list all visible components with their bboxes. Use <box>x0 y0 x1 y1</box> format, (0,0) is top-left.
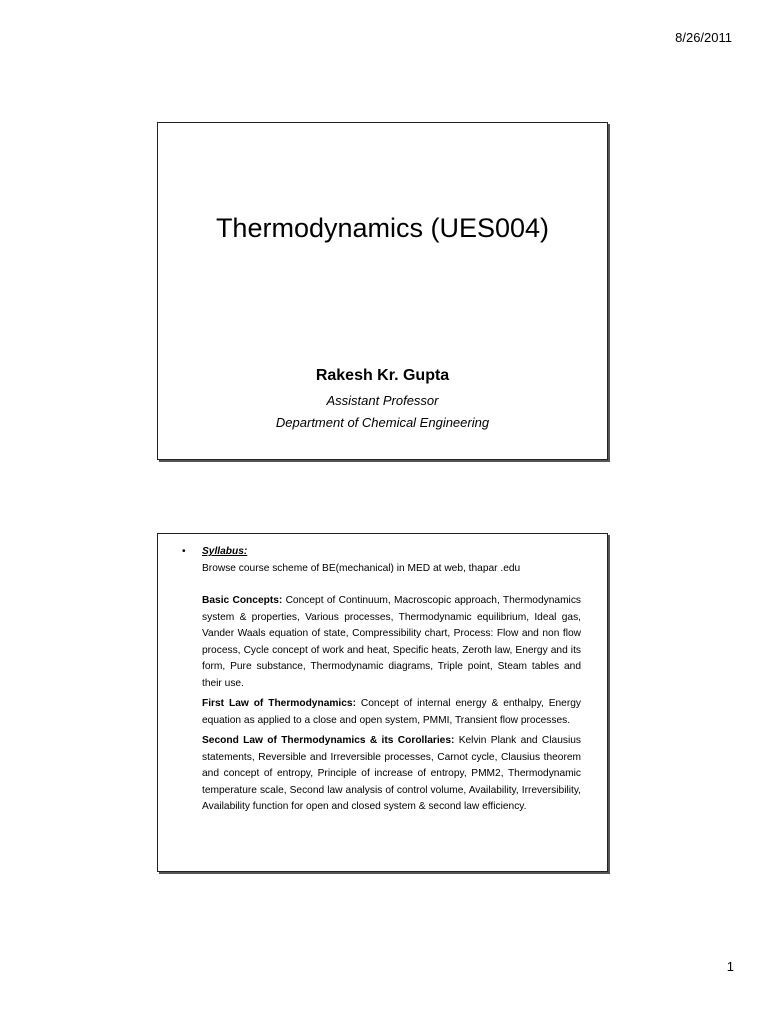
syllabus-heading <box>182 544 581 561</box>
syllabus-content <box>182 544 581 816</box>
page-number: 1 <box>726 959 734 974</box>
author-role: Assistant Professor <box>326 393 439 408</box>
section-heading: Basic Concepts: <box>202 595 286 606</box>
syllabus-slide <box>157 533 608 872</box>
section-heading: First Law of Thermodynamics: <box>202 698 361 709</box>
page-date: 8/26/2011 <box>675 30 732 45</box>
title-slide <box>157 122 608 460</box>
bullet-icon: • <box>182 546 186 557</box>
section-second-law <box>202 733 581 816</box>
section-first-law <box>202 696 581 729</box>
section-body: Concept of Continuum, Macroscopic approach, Thermodynamics system & properties, Various processes, Thermodynamic equilibrium, Ideal gas, Vander Waals equation of state, Compressibility chart, Process: Flow and non flow process, Cycle concept of work and heat, Specific heats, Zeroth law, Energy and its form, Pure substance, Thermodynamic diagrams, Triple point, Steam tables and their use. <box>202 595 582 689</box>
slide-title: Thermodynamics (UES004) <box>215 213 550 243</box>
browse-text: Browse course scheme of BE(mechanical) in MED at web, thapar .edu <box>202 562 521 574</box>
author-name: Rakesh Kr. Gupta <box>315 367 450 384</box>
section-heading: Second Law of Thermodynamics & its Corollaries: <box>202 735 459 746</box>
section-basic-concepts <box>202 593 581 692</box>
author-department: Department of Chemical Engineering <box>275 415 490 430</box>
section-body: Kelvin Plank and Clausius statements, Reversible and Irreversible processes, Carnot cycle, Clausius theorem and concept of entropy, Principle of increase of entropy, PMM2, Thermodynamic temperature scale, Second law analysis of control volume, Availability, Irreversibility, Availability function for open and closed system & second law efficiency. <box>202 735 581 812</box>
section-body: Concept of internal energy & enthalpy, Energy equation as applied to a close and open system, PMMI, Transient flow processes. <box>202 698 581 726</box>
syllabus-label: Syllabus: <box>202 546 248 557</box>
